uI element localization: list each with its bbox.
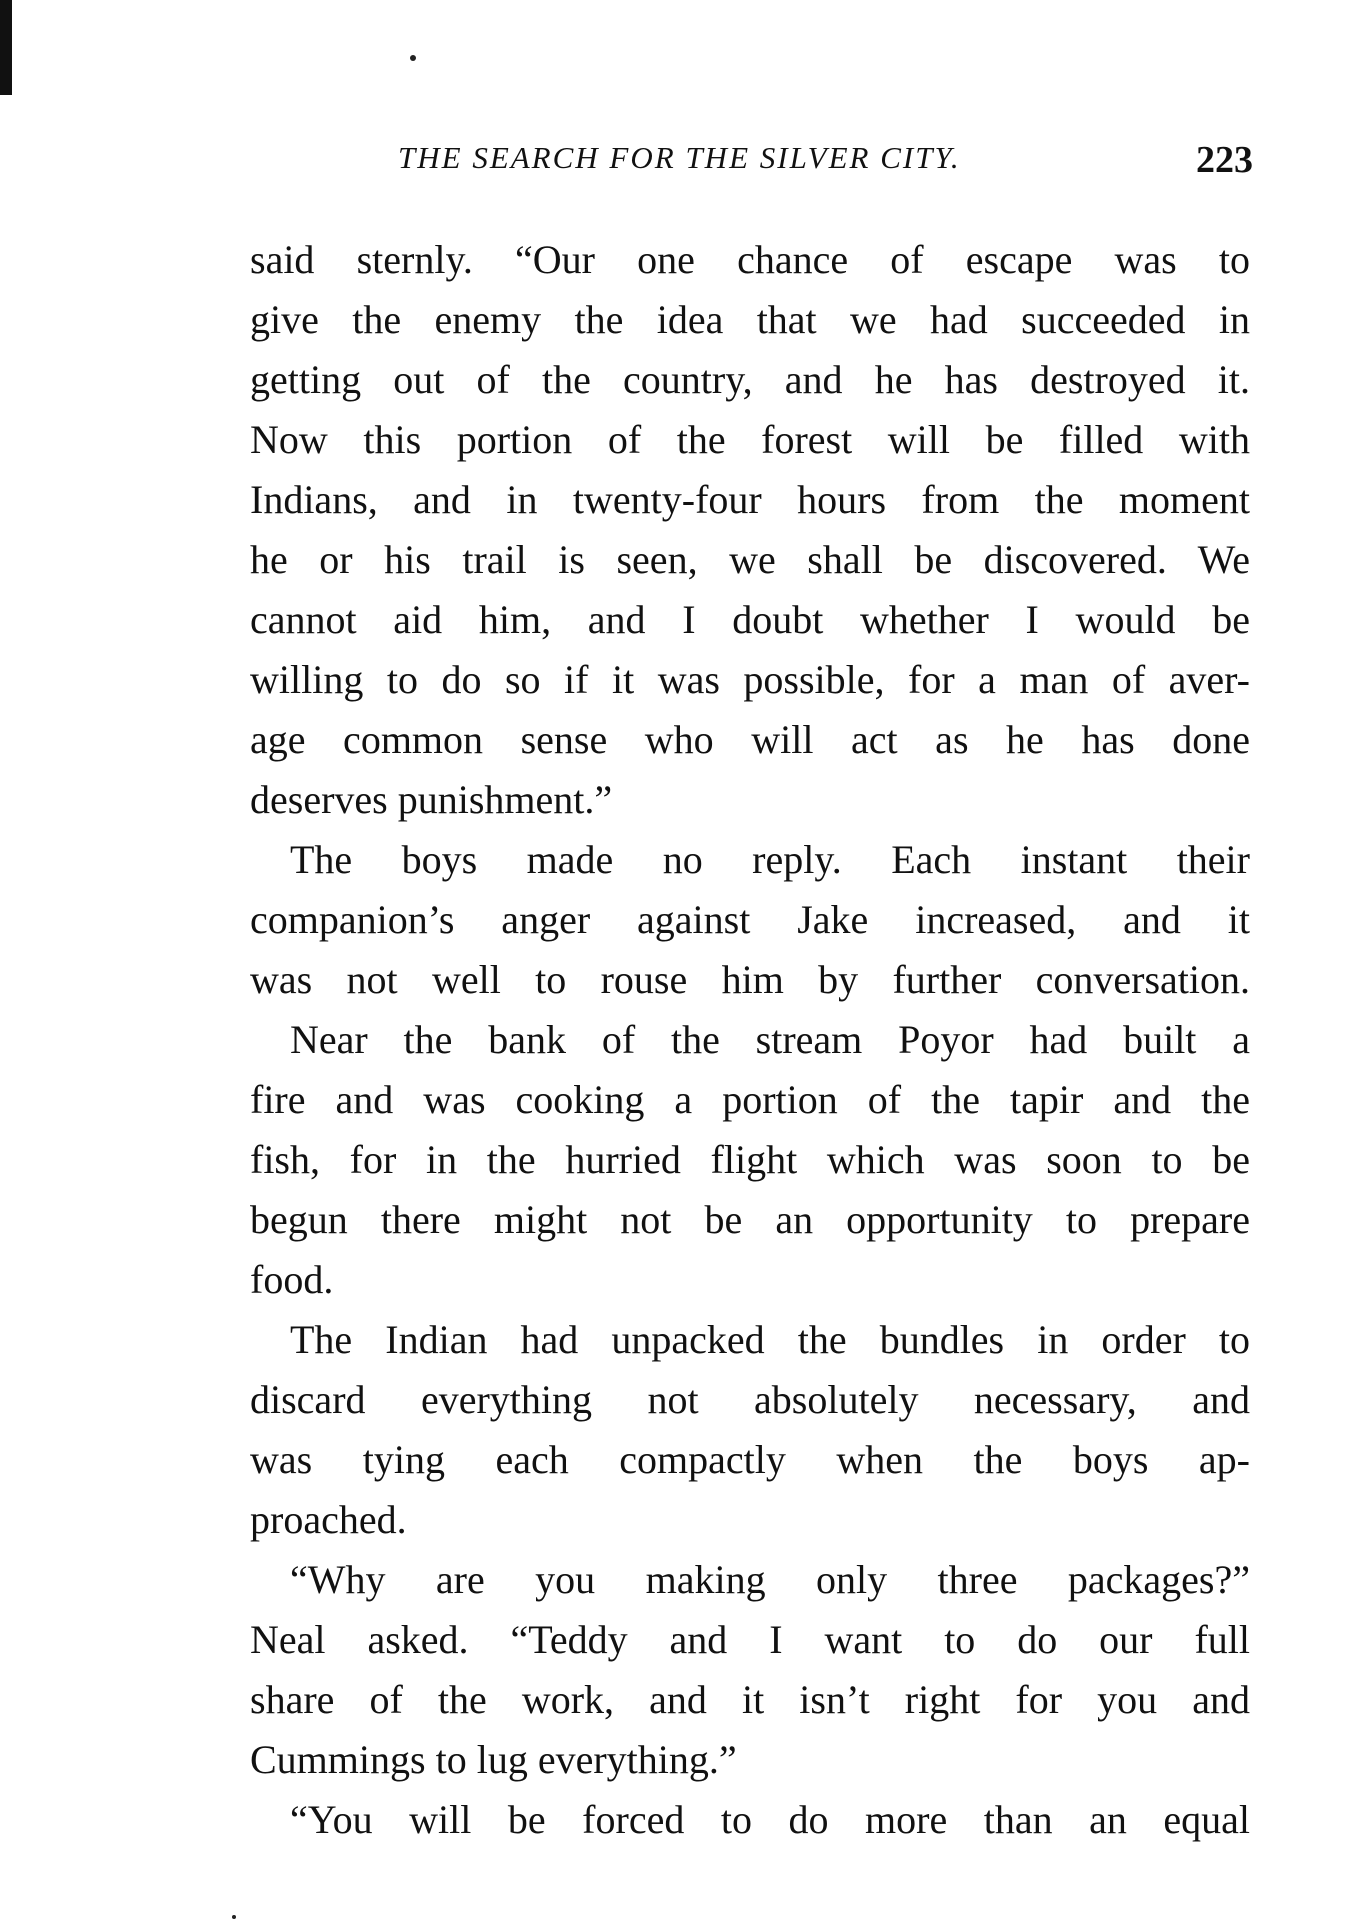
- text-line: he or his trail is seen, we shall be discovered. We: [250, 537, 1250, 582]
- body-text: [250, 230, 1250, 1850]
- text-line: age common sense who will act as he has done: [250, 717, 1250, 762]
- text-line: The Indian had unpacked the bundles in order to: [290, 1317, 1250, 1362]
- scan-edge-mark: [0, 0, 12, 95]
- text-line: Now this portion of the forest will be filled with: [250, 417, 1250, 462]
- text-line: fire and was cooking a portion of the tapir and the: [250, 1077, 1250, 1122]
- text-line: “Why are you making only three packages?”: [290, 1557, 1250, 1602]
- text-line: was not well to rouse him by further conversation.: [250, 957, 1250, 1002]
- text-line: getting out of the country, and he has destroyed it.: [250, 357, 1250, 402]
- scan-speck: [410, 55, 416, 61]
- page-number: 223: [1196, 139, 1253, 181]
- text-line: food.: [250, 1257, 334, 1302]
- text-line: willing to do so if it was possible, for a man of aver-: [250, 657, 1250, 702]
- text-line: “You will be forced to do more than an equal: [290, 1797, 1250, 1842]
- text-line: The boys made no reply. Each instant their: [290, 837, 1250, 882]
- text-line: discard everything not absolutely necessary, and: [250, 1377, 1250, 1422]
- scan-speck: [232, 1915, 236, 1919]
- text-line: Near the bank of the stream Poyor had built a: [290, 1017, 1250, 1062]
- text-line: Cummings to lug everything.”: [250, 1737, 737, 1782]
- text-line: share of the work, and it isn’t right for you and: [250, 1677, 1250, 1722]
- text-line: said sternly. “Our one chance of escape was to: [250, 237, 1250, 282]
- text-line: Indians, and in twenty-four hours from the moment: [250, 477, 1250, 522]
- text-line: fish, for in the hurried flight which was soon to be: [250, 1137, 1250, 1182]
- text-line: companion’s anger against Jake increased, and it: [250, 897, 1250, 942]
- text-line: Neal asked. “Teddy and I want to do our full: [250, 1617, 1250, 1662]
- text-line: give the enemy the idea that we had succeeded in: [250, 297, 1250, 342]
- text-line: begun there might not be an opportunity to prepare: [250, 1197, 1250, 1242]
- text-line: deserves punishment.”: [250, 777, 613, 822]
- running-title: THE SEARCH FOR THE SILVER CITY.: [398, 140, 961, 175]
- running-head: [398, 140, 1253, 190]
- text-line: cannot aid him, and I doubt whether I would be: [250, 597, 1250, 642]
- text-line: was tying each compactly when the boys ap-: [250, 1437, 1250, 1482]
- text-line: proached.: [250, 1497, 407, 1542]
